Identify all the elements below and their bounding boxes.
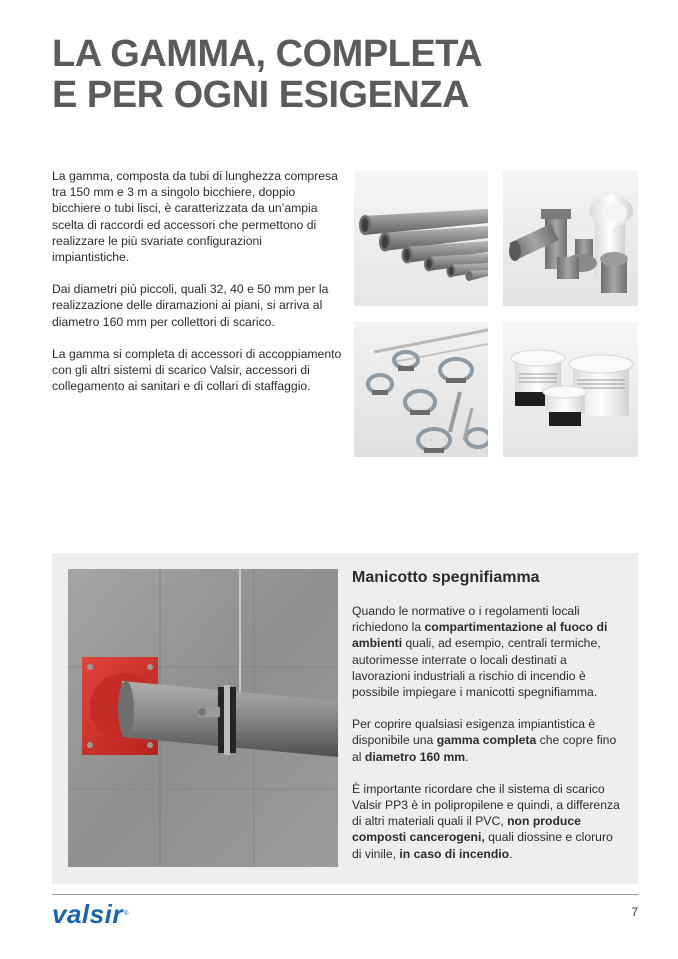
valsir-logo	[52, 901, 129, 927]
intro-paragraph-3: La gamma si completa di accessori di accoppiamento con gli altri sistemi di scarico Valsir, accessori di collegamento ai sanitari e di collari di staffaggio.	[52, 346, 342, 394]
text-run: quali, ad esempio, centrali termiche, autorimesse interrate o locali destinati a lavorazioni industriali a rischio di incendio è possibile impiegare i manicotti spegnifiamma.	[352, 636, 601, 700]
page-number: 7	[631, 905, 638, 919]
text-run: Quando le normative o i regolamenti locali richiedono la	[352, 604, 580, 635]
panel-paragraph-3	[352, 781, 622, 862]
fire-collar-text	[352, 567, 622, 878]
logo-wordmark: valsir	[52, 899, 123, 929]
panel-paragraph-2	[352, 716, 622, 765]
page-title	[52, 34, 632, 116]
intro-text	[52, 168, 342, 410]
text-run: .	[509, 846, 513, 861]
panel-title: Manicotto spegnifiamma	[352, 569, 540, 586]
fire-collar-panel	[52, 553, 638, 884]
bold-run: diametro 160 mm	[364, 749, 466, 764]
title-line-2: E PER OGNI ESIGENZA	[52, 74, 470, 116]
title-line-1: LA GAMMA, COMPLETA	[52, 33, 483, 75]
photo-clamps	[354, 322, 488, 457]
text-run: Per coprire qualsiasi esigenza impiantistica è disponibile una	[352, 717, 596, 748]
photo-accessories	[503, 322, 638, 457]
bold-run: compartimentazione al fuoco di ambienti	[352, 620, 608, 651]
bold-run: in caso di incendio	[399, 846, 510, 861]
bold-run: gamma completa	[436, 733, 537, 748]
intro-paragraph-2: Dai diametri più piccoli, quali 32, 40 e 50 mm per la realizzazione delle diramazioni ai piani, si arriva al diametro 160 mm per collettori di scarico.	[52, 282, 329, 329]
text-run: che copre fino al	[352, 733, 617, 764]
registered-mark: ®	[123, 911, 129, 917]
text-run: .	[465, 749, 469, 764]
text-run: È importante ricordare che il sistema di scarico Valsir PP3 è in polipropilene e quindi, a differenza di altri materiali quali il PVC,	[352, 781, 620, 829]
photo-fittings	[503, 171, 638, 306]
bold-run: non produce composti cancerogeni,	[352, 814, 581, 845]
photo-fire-collar	[68, 569, 338, 867]
footer-divider	[52, 894, 638, 895]
intro-paragraph-1: La gamma, composta da tubi di lunghezza compresa tra 150 mm e 3 m a singolo bicchiere, doppio bicchiere o tubi lisci, è caratterizzata da un’ampia scelta di raccordi ed accessori che permettono di realizzare le più svariate configurazioni impiantistiche.	[52, 169, 338, 265]
text-run: quali diossine e cloruro di vinile,	[352, 830, 613, 861]
panel-paragraph-1	[352, 603, 622, 700]
photo-pipes	[354, 171, 488, 306]
